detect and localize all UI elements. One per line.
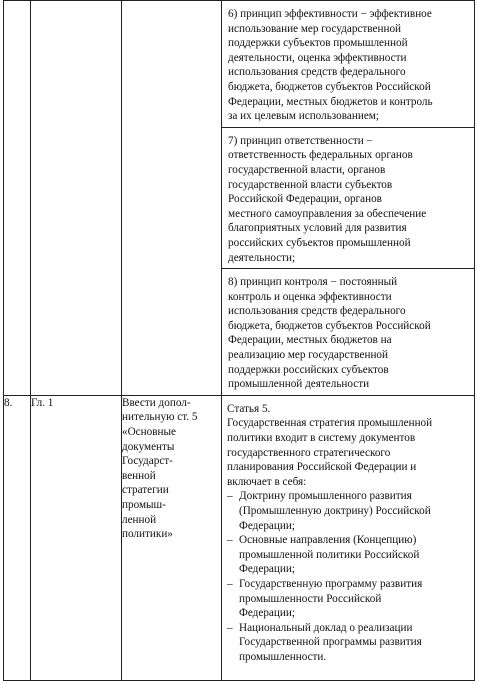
text-line: Федерации, местных бюджетов на	[228, 334, 392, 347]
cell-number-empty	[4, 1, 31, 396]
text-line: документы	[122, 440, 175, 453]
table-row-continued	[4, 1, 475, 396]
text-line: включает в себя:	[227, 475, 307, 488]
dash-bullet: –	[227, 577, 233, 590]
document-table	[3, 0, 475, 681]
paragraph-principle-6	[222, 1, 474, 128]
text-line: благоприятных условий для развития	[228, 222, 407, 235]
list-item	[227, 577, 470, 621]
cell-amendment-empty	[122, 1, 222, 396]
row-number: 8.	[4, 395, 31, 680]
paragraph-principle-8	[222, 269, 474, 395]
text-line: 8) принцип контроля − постоянный	[228, 276, 398, 289]
text-line: 6) принцип эффективности − эффективное	[228, 8, 432, 20]
list-item	[227, 489, 470, 533]
text-line: промышленной деятельности	[228, 378, 370, 391]
text-line: государственной власти субъектов	[228, 178, 393, 191]
amendment-description	[122, 395, 222, 680]
text-line: Национальный доклад о реализации	[239, 621, 413, 634]
chapter-reference: Гл. 1	[31, 395, 122, 680]
text-line: ответственность федеральных органов	[228, 149, 413, 162]
list-item	[227, 621, 470, 665]
text-line: Федерации;	[239, 607, 295, 620]
text-line: использования средств федерального	[228, 66, 406, 79]
dash-bullet: –	[227, 621, 233, 634]
text-line: Ввести допол-	[122, 396, 191, 409]
text-line: бюджета, бюджетов субъектов Российской	[228, 80, 431, 93]
text-line: Основные направления (Концепцию)	[239, 534, 417, 547]
text-line: деятельности;	[228, 251, 296, 264]
text-line: Государственной программы развития	[239, 636, 422, 649]
article-5-text	[222, 396, 474, 665]
text-line: Российской Федерации, органов	[228, 193, 382, 206]
text-line: промыш-	[122, 499, 166, 511]
text-line: государственного стратегического	[227, 446, 391, 459]
text-line: 7) принцип ответственности −	[228, 134, 373, 147]
cell-text-principles	[222, 1, 475, 396]
text-line: контроль и оценка эффективности	[228, 290, 392, 303]
text-line: Федерации;	[239, 519, 295, 532]
text-line: (Промышленную доктрину) Российской	[239, 505, 431, 517]
text-line: политики входит в систему документов	[227, 432, 416, 445]
cell-chapter-empty	[31, 1, 122, 396]
text-line: промышленности.	[239, 650, 327, 663]
text-line: российских субъектов промышленной	[228, 236, 411, 249]
text-line: Государст-	[122, 455, 173, 468]
text-line: поддержки российских субъектов	[228, 363, 389, 376]
text-line: государственной власти, органов	[228, 163, 386, 176]
list-item	[227, 533, 470, 577]
text-line: «Основные	[122, 426, 176, 439]
table-row-8	[4, 395, 475, 680]
text-line: Государственную программу развития	[239, 577, 423, 590]
text-line: Доктрину промышленного развития	[239, 490, 412, 503]
text-line: реализацию мер государственной	[228, 349, 389, 362]
text-line: Государственная стратегия промышленной	[227, 417, 433, 430]
text-line: бюджета, бюджетов субъектов Российской	[228, 319, 431, 332]
text-line: деятельности, оценка эффективности	[228, 51, 407, 64]
paragraph-principle-7	[222, 128, 474, 269]
text-line: промышленности Российской	[239, 592, 382, 605]
text-line: планирования Российской Федерации и	[227, 461, 417, 474]
article-title: Статья 5.	[227, 402, 271, 415]
text-line: поддержки субъектов промышленной	[228, 37, 408, 50]
text-line: местного самоуправления за обеспечение	[228, 207, 427, 220]
text-line: использования средств федерального	[228, 305, 406, 318]
text-line: стратегии	[122, 484, 169, 497]
text-line: промышленной политики Российской	[239, 548, 420, 561]
text-line: политики»	[122, 528, 173, 541]
text-line: ленной	[122, 513, 157, 526]
text-line: нительную ст. 5	[122, 411, 198, 424]
text-line: венной	[122, 469, 156, 482]
dash-bullet: –	[227, 534, 233, 547]
text-line: за их целевым использованием;	[228, 110, 379, 123]
text-line: использование мер государственной	[228, 22, 402, 35]
dash-bullet: –	[227, 490, 233, 503]
cell-article-5	[222, 395, 475, 680]
text-line: Федерации, местных бюджетов и контроль	[228, 95, 433, 108]
text-line: Федерации;	[239, 563, 295, 576]
